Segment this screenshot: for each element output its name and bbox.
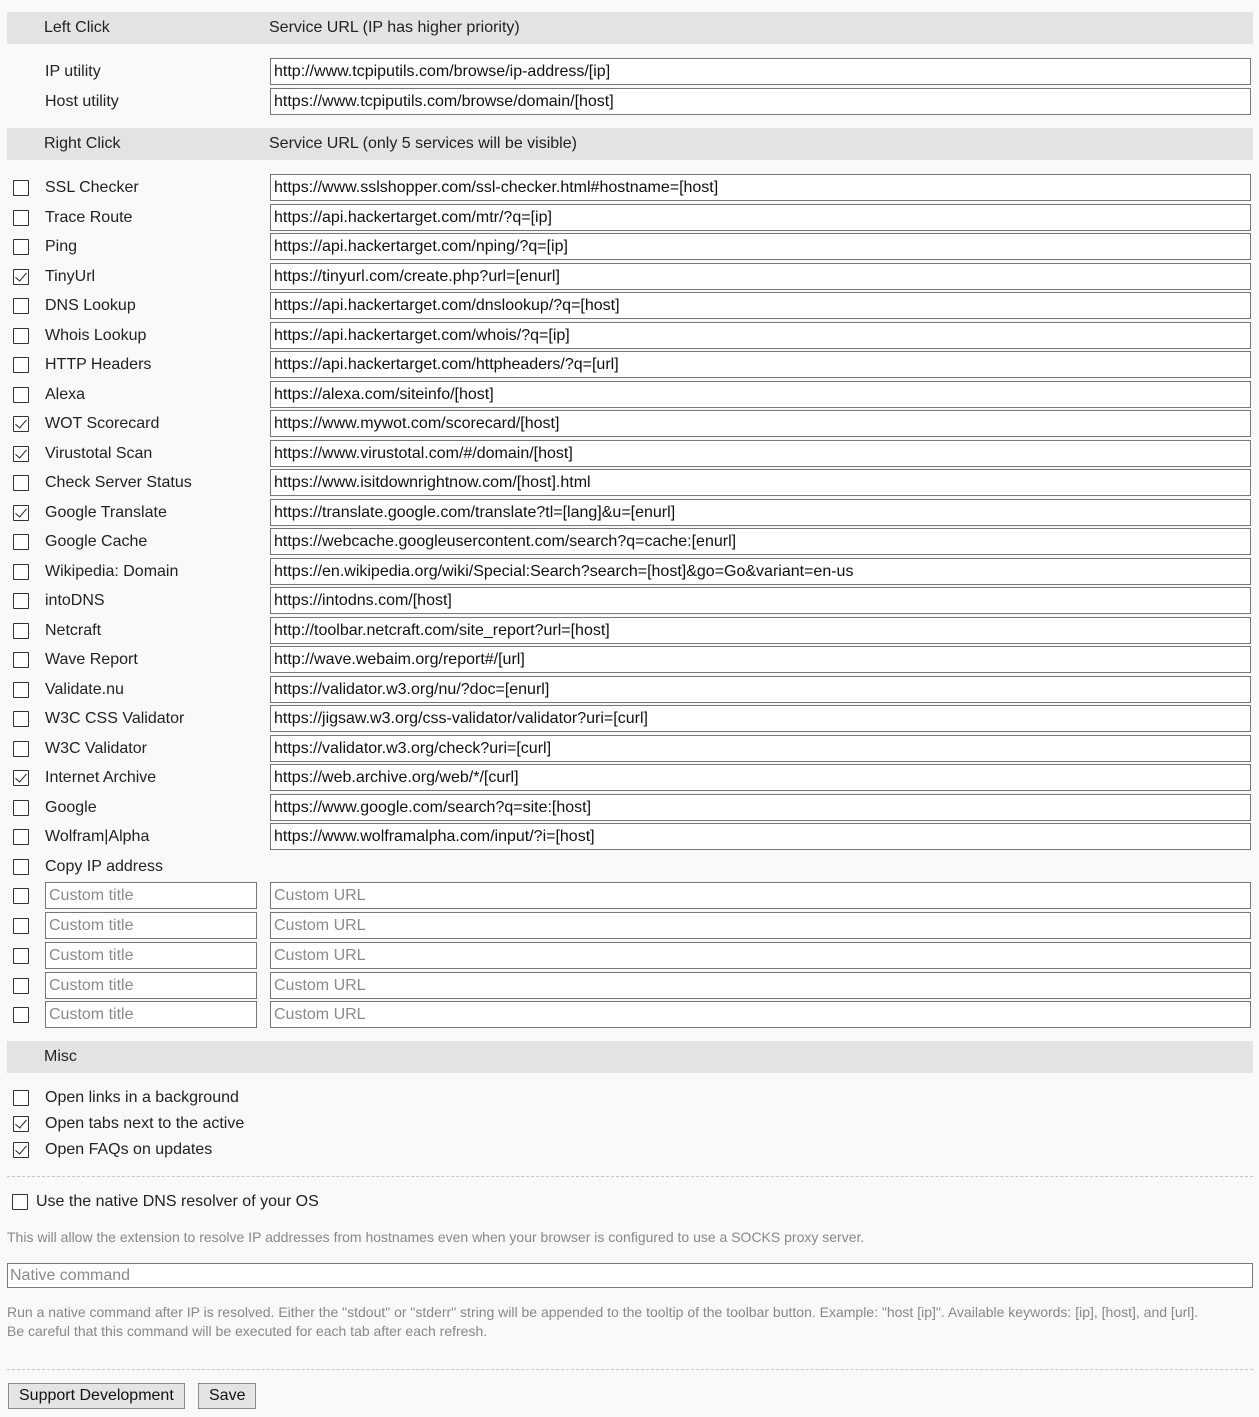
custom-url-input[interactable] xyxy=(270,942,1251,969)
misc-option-tabs-next[interactable] xyxy=(0,1111,600,1137)
service-url-input[interactable] xyxy=(270,705,1251,732)
service-checkbox[interactable] xyxy=(13,859,29,875)
ip-utility-url-input[interactable] xyxy=(270,58,1251,85)
service-label: Validate.nu xyxy=(45,681,124,698)
service-url-input[interactable] xyxy=(270,351,1251,378)
service-label: HTTP Headers xyxy=(45,356,152,373)
service-url-input[interactable] xyxy=(270,587,1251,614)
service-url-input[interactable] xyxy=(270,263,1251,290)
service-url-input[interactable] xyxy=(270,646,1251,673)
service-label: Copy IP address xyxy=(45,858,163,875)
service-checkbox[interactable] xyxy=(13,239,29,255)
host-utility-url-input[interactable] xyxy=(270,88,1251,115)
service-row xyxy=(0,527,1259,556)
service-row xyxy=(0,822,1259,851)
left-click-header xyxy=(7,12,1253,44)
service-label: Netcraft xyxy=(45,622,102,639)
service-checkbox[interactable] xyxy=(13,593,29,609)
service-label: Trace Route xyxy=(45,209,133,226)
service-label: W3C CSS Validator xyxy=(45,710,185,727)
misc-option-label: Open tabs next to the active xyxy=(45,1115,245,1132)
support-development-button[interactable]: Support Development xyxy=(8,1383,185,1409)
service-row xyxy=(0,409,1259,438)
misc-header xyxy=(7,1041,1253,1073)
service-row xyxy=(0,173,1259,202)
misc-checkbox[interactable] xyxy=(13,1142,29,1158)
service-checkbox[interactable] xyxy=(13,623,29,639)
native-command-note-1: Run a native command after IP is resolved. Either the "stdout" or "stderr" string will be appended to the tooltip of the toolbar button. Example: "host [ip]". Available keywords: [ip], [host], and [url]. xyxy=(7,1304,1199,1320)
service-label: Google xyxy=(45,799,97,816)
service-checkbox[interactable] xyxy=(13,210,29,226)
service-url-input[interactable] xyxy=(270,381,1251,408)
service-row xyxy=(0,734,1259,763)
service-row xyxy=(0,793,1259,822)
service-checkbox[interactable] xyxy=(13,269,29,285)
service-checkbox[interactable] xyxy=(13,416,29,432)
service-row xyxy=(0,350,1259,379)
custom-service-row xyxy=(0,941,1259,970)
custom-url-input[interactable] xyxy=(270,882,1251,909)
service-label: Wolfram|Alpha xyxy=(45,828,150,845)
custom-service-checkbox[interactable] xyxy=(13,888,29,904)
service-label: W3C Validator xyxy=(45,740,147,757)
service-checkbox[interactable] xyxy=(13,357,29,373)
right-click-header-service: Service URL (only 5 services will be visible) xyxy=(269,135,577,152)
service-row xyxy=(0,203,1259,232)
left-click-header-service: Service URL (IP has higher priority) xyxy=(269,19,520,36)
custom-service-checkbox[interactable] xyxy=(13,948,29,964)
service-url-input[interactable] xyxy=(270,528,1251,555)
service-label: Google Cache xyxy=(45,533,148,550)
service-checkbox[interactable] xyxy=(13,564,29,580)
service-checkbox[interactable] xyxy=(13,770,29,786)
custom-service-row xyxy=(0,911,1259,940)
service-label: SSL Checker xyxy=(45,179,139,196)
service-row xyxy=(0,232,1259,261)
service-row xyxy=(0,763,1259,792)
save-button[interactable]: Save xyxy=(198,1383,256,1409)
custom-title-input[interactable] xyxy=(45,1001,257,1028)
service-url-input[interactable] xyxy=(270,764,1251,791)
misc-option-faqs[interactable] xyxy=(0,1137,600,1163)
service-checkbox[interactable] xyxy=(13,328,29,344)
service-url-input[interactable] xyxy=(270,823,1251,850)
service-url-input[interactable] xyxy=(270,174,1251,201)
native-command-note-2: Be careful that this command will be executed for each tab after each refresh. xyxy=(7,1323,488,1339)
service-label: Google Translate xyxy=(45,504,167,521)
service-url-input[interactable] xyxy=(270,469,1251,496)
custom-url-input[interactable] xyxy=(270,1001,1251,1028)
service-row xyxy=(0,291,1259,320)
service-checkbox[interactable] xyxy=(13,682,29,698)
dns-resolver-option[interactable] xyxy=(0,1189,700,1215)
service-checkbox[interactable] xyxy=(13,711,29,727)
service-url-input[interactable] xyxy=(270,440,1251,467)
left-click-row-ip xyxy=(0,57,1259,86)
service-url-input[interactable] xyxy=(270,204,1251,231)
left-click-row-host xyxy=(0,87,1259,116)
service-checkbox[interactable] xyxy=(13,534,29,550)
service-label: Check Server Status xyxy=(45,474,192,491)
service-row xyxy=(0,852,1259,881)
misc-header-label: Misc xyxy=(44,1048,77,1065)
custom-url-input[interactable] xyxy=(270,912,1251,939)
custom-title-input[interactable] xyxy=(45,882,257,909)
service-label: Ping xyxy=(45,238,78,255)
service-label: WOT Scorecard xyxy=(45,415,160,432)
right-click-header-label: Right Click xyxy=(44,135,121,152)
service-url-input[interactable] xyxy=(270,233,1251,260)
service-row xyxy=(0,704,1259,733)
service-url-input[interactable] xyxy=(270,558,1251,585)
custom-title-input[interactable] xyxy=(45,912,257,939)
service-row xyxy=(0,498,1259,527)
service-label: Internet Archive xyxy=(45,769,157,786)
service-checkbox[interactable] xyxy=(13,505,29,521)
service-checkbox[interactable] xyxy=(13,800,29,816)
service-row xyxy=(0,439,1259,468)
service-row xyxy=(0,468,1259,497)
service-checkbox[interactable] xyxy=(13,829,29,845)
service-url-input[interactable] xyxy=(270,292,1251,319)
service-label: intoDNS xyxy=(45,592,105,609)
service-label: Wikipedia: Domain xyxy=(45,563,179,580)
service-label: TinyUrl xyxy=(45,268,96,285)
service-row xyxy=(0,557,1259,586)
service-url-input[interactable] xyxy=(270,617,1251,644)
misc-checkbox[interactable] xyxy=(13,1090,29,1106)
service-checkbox[interactable] xyxy=(13,180,29,196)
service-url-input[interactable] xyxy=(270,794,1251,821)
service-row xyxy=(0,586,1259,615)
misc-option-label: Open FAQs on updates xyxy=(45,1141,213,1158)
custom-service-row xyxy=(0,1000,1259,1029)
service-label: Wave Report xyxy=(45,651,138,668)
service-checkbox[interactable] xyxy=(13,475,29,491)
row-label: IP utility xyxy=(45,63,101,80)
divider xyxy=(7,1176,1253,1177)
service-checkbox[interactable] xyxy=(13,652,29,668)
service-label: DNS Lookup xyxy=(45,297,136,314)
left-click-header-label: Left Click xyxy=(44,19,110,36)
custom-title-input[interactable] xyxy=(45,972,257,999)
custom-title-input[interactable] xyxy=(45,942,257,969)
service-url-input[interactable] xyxy=(270,410,1251,437)
custom-service-checkbox[interactable] xyxy=(13,918,29,934)
service-row xyxy=(0,616,1259,645)
service-checkbox[interactable] xyxy=(13,741,29,757)
divider xyxy=(7,1369,1253,1370)
dns-resolver-note: This will allow the extension to resolve IP addresses from hostnames even when your browser is configured to use a SOCKS proxy server. xyxy=(7,1229,865,1245)
service-row xyxy=(0,262,1259,291)
dns-resolver-checkbox[interactable] xyxy=(12,1194,28,1210)
service-row xyxy=(0,380,1259,409)
misc-checkbox[interactable] xyxy=(13,1116,29,1132)
dns-resolver-label: Use the native DNS resolver of your OS xyxy=(36,1193,319,1210)
service-label: Alexa xyxy=(45,386,86,403)
service-row xyxy=(0,321,1259,350)
service-url-input[interactable] xyxy=(270,499,1251,526)
service-label: Virustotal Scan xyxy=(45,445,153,462)
custom-service-checkbox[interactable] xyxy=(13,1007,29,1023)
service-url-input[interactable] xyxy=(270,322,1251,349)
service-checkbox[interactable] xyxy=(13,298,29,314)
row-label: Host utility xyxy=(45,93,119,110)
native-command-input[interactable] xyxy=(7,1263,1253,1288)
service-row xyxy=(0,675,1259,704)
service-url-input[interactable] xyxy=(270,735,1251,762)
custom-service-row xyxy=(0,971,1259,1000)
misc-option-label: Open links in a background xyxy=(45,1089,239,1106)
misc-option-background[interactable] xyxy=(0,1085,600,1111)
service-label: Whois Lookup xyxy=(45,327,147,344)
right-click-header xyxy=(7,128,1253,160)
service-checkbox[interactable] xyxy=(13,446,29,462)
service-url-input[interactable] xyxy=(270,676,1251,703)
custom-url-input[interactable] xyxy=(270,972,1251,999)
service-row xyxy=(0,645,1259,674)
service-checkbox[interactable] xyxy=(13,387,29,403)
custom-service-row xyxy=(0,881,1259,910)
custom-service-checkbox[interactable] xyxy=(13,978,29,994)
